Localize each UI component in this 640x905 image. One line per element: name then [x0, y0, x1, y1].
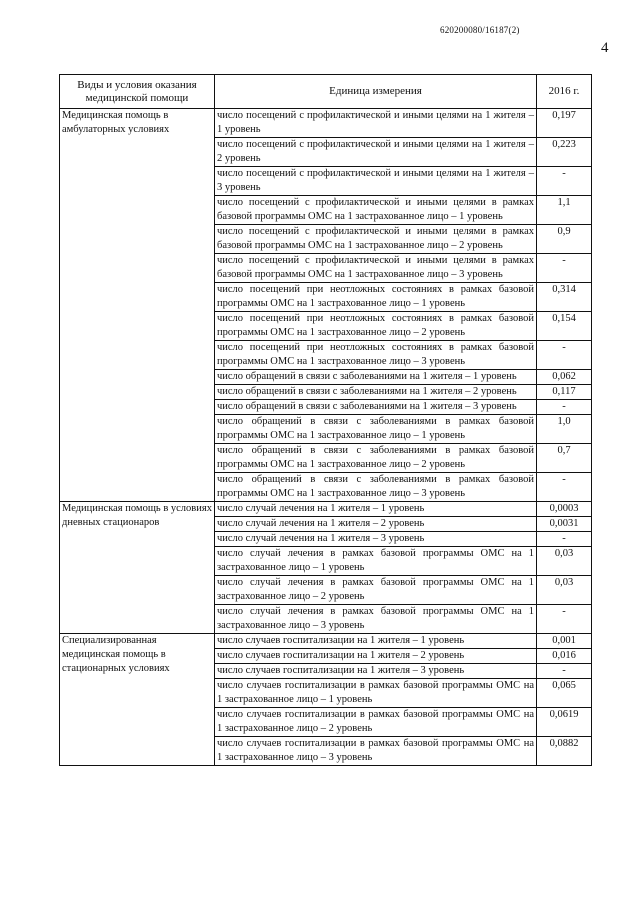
table-row [60, 634, 592, 649]
header-year: 2016 г. [537, 75, 592, 109]
value-cell: - [537, 664, 592, 679]
header-care-type: Виды и условия оказания медицинской помощи [60, 75, 215, 109]
indicators-table [59, 74, 592, 766]
unit-cell: число случаев госпитализации в рамках базовой программы ОМС на 1 застрахованное лицо – 2 уровень [215, 708, 537, 737]
value-cell: 0,0882 [537, 737, 592, 766]
unit-cell: число посещений при неотложных состояниях в рамках базовой программы ОМС на 1 застрахованное лицо – 3 уровень [215, 341, 537, 370]
unit-cell: число посещений с профилактической и иными целями на 1 жителя – 1 уровень [215, 109, 537, 138]
unit-cell: число посещений при неотложных состояниях в рамках базовой программы ОМС на 1 застрахованное лицо – 1 уровень [215, 283, 537, 312]
unit-cell: число случаев госпитализации в рамках базовой программы ОМС на 1 застрахованное лицо – 3 уровень [215, 737, 537, 766]
value-cell: 1,0 [537, 415, 592, 444]
unit-cell: число обращений в связи с заболеваниями на 1 жителя – 3 уровень [215, 400, 537, 415]
value-cell: 0,0619 [537, 708, 592, 737]
value-cell: - [537, 532, 592, 547]
value-cell: 0,0031 [537, 517, 592, 532]
value-cell: 0,0003 [537, 502, 592, 517]
value-cell: 0,314 [537, 283, 592, 312]
table-body [60, 109, 592, 766]
table-row [60, 502, 592, 517]
unit-cell: число обращений в связи с заболеваниями на 1 жителя – 1 уровень [215, 370, 537, 385]
value-cell: 0,065 [537, 679, 592, 708]
table-header-row [60, 75, 592, 109]
unit-cell: число обращений в связи с заболеваниями в рамках базовой программы ОМС на 1 застрахованное лицо – 1 уровень [215, 415, 537, 444]
page-number: 4 [601, 40, 609, 56]
value-cell: 0,001 [537, 634, 592, 649]
care-type-cell: Медицинская помощь в амбулаторных условиях [60, 109, 215, 502]
header-unit: Единица измерения [215, 75, 537, 109]
value-cell: - [537, 254, 592, 283]
unit-cell: число случай лечения в рамках базовой программы ОМС на 1 застрахованное лицо – 2 уровень [215, 576, 537, 605]
unit-cell: число случаев госпитализации на 1 жителя – 2 уровень [215, 649, 537, 664]
unit-cell: число посещений с профилактической и иными целями в рамках базовой программы ОМС на 1 застрахованное лицо – 2 уровень [215, 225, 537, 254]
unit-cell: число посещений с профилактической и иными целями на 1 жителя – 3 уровень [215, 167, 537, 196]
unit-cell: число посещений с профилактической и иными целями в рамках базовой программы ОМС на 1 застрахованное лицо – 1 уровень [215, 196, 537, 225]
value-cell: - [537, 473, 592, 502]
value-cell: - [537, 605, 592, 634]
value-cell: - [537, 400, 592, 415]
unit-cell: число посещений при неотложных состояниях в рамках базовой программы ОМС на 1 застрахованное лицо – 2 уровень [215, 312, 537, 341]
value-cell: 0,197 [537, 109, 592, 138]
value-cell: 1,1 [537, 196, 592, 225]
value-cell: 0,03 [537, 547, 592, 576]
unit-cell: число обращений в связи с заболеваниями в рамках базовой программы ОМС на 1 застрахованное лицо – 3 уровень [215, 473, 537, 502]
value-cell: - [537, 341, 592, 370]
value-cell: 0,9 [537, 225, 592, 254]
unit-cell: число случай лечения в рамках базовой программы ОМС на 1 застрахованное лицо – 3 уровень [215, 605, 537, 634]
unit-cell: число случай лечения на 1 жителя – 3 уровень [215, 532, 537, 547]
unit-cell: число обращений в связи с заболеваниями в рамках базовой программы ОМС на 1 застрахованное лицо – 2 уровень [215, 444, 537, 473]
unit-cell: число посещений с профилактической и иными целями в рамках базовой программы ОМС на 1 застрахованное лицо – 3 уровень [215, 254, 537, 283]
care-type-cell: Медицинская помощь в условиях дневных стационаров [60, 502, 215, 634]
value-cell: 0,117 [537, 385, 592, 400]
value-cell: - [537, 167, 592, 196]
value-cell: 0,03 [537, 576, 592, 605]
document-id: 620200080/16187(2) [440, 25, 520, 35]
value-cell: 0,062 [537, 370, 592, 385]
table-row [60, 109, 592, 138]
value-cell: 0,154 [537, 312, 592, 341]
care-type-cell: Специализированная медицинская помощь в стационарных условиях [60, 634, 215, 766]
unit-cell: число посещений с профилактической и иными целями на 1 жителя – 2 уровень [215, 138, 537, 167]
unit-cell: число случаев госпитализации на 1 жителя – 1 уровень [215, 634, 537, 649]
unit-cell: число случай лечения в рамках базовой программы ОМС на 1 застрахованное лицо – 1 уровень [215, 547, 537, 576]
value-cell: 0,7 [537, 444, 592, 473]
unit-cell: число случай лечения на 1 жителя – 1 уровень [215, 502, 537, 517]
value-cell: 0,016 [537, 649, 592, 664]
unit-cell: число обращений в связи с заболеваниями на 1 жителя – 2 уровень [215, 385, 537, 400]
value-cell: 0,223 [537, 138, 592, 167]
unit-cell: число случай лечения на 1 жителя – 2 уровень [215, 517, 537, 532]
unit-cell: число случаев госпитализации в рамках базовой программы ОМС на 1 застрахованное лицо – 1 уровень [215, 679, 537, 708]
unit-cell: число случаев госпитализации на 1 жителя – 3 уровень [215, 664, 537, 679]
